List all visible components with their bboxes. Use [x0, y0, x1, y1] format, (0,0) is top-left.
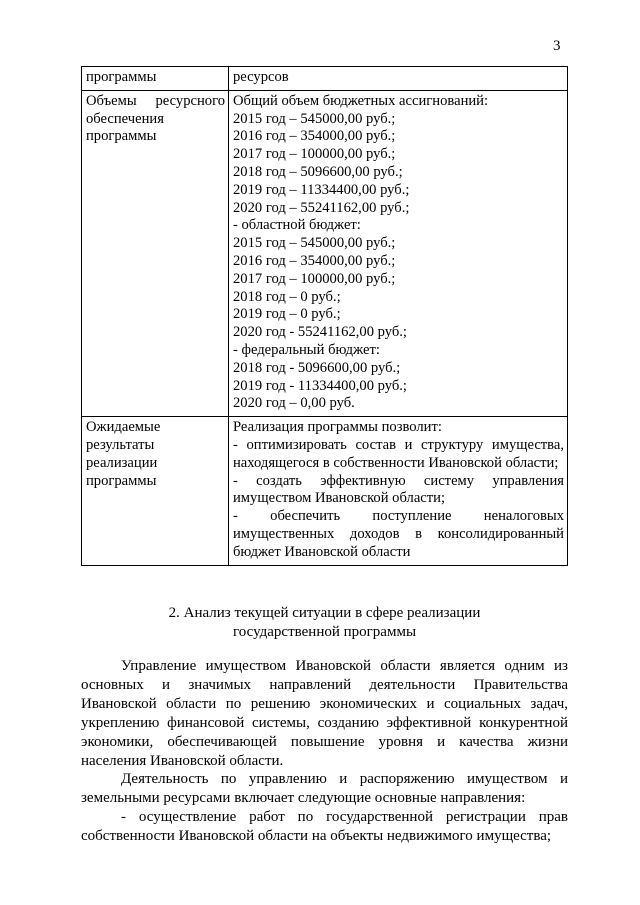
paragraph: Управление имуществом Ивановской области является одним из основных и значимых направлений деятельности Правительства Ивановской области по решению экономических и социальных задач, укреплению финансовой системы, созданию эффективной конкурентной экономики, обеспечивающей повышение уровня и качества жизни населения Ивановской области. — [81, 658, 568, 769]
results-bullet: - оптимизировать состав и структуру имущества, находящегося в собственности Ивановской области; — [233, 436, 564, 471]
table-cell-label — [82, 90, 229, 416]
funding-line: 2017 год – 100000,00 руб.; — [233, 146, 396, 163]
funding-line: 2018 год – 5096600,00 руб.; — [233, 163, 403, 180]
table-row — [82, 67, 568, 91]
funding-line: 2020 год – 55241162,00 руб.; — [233, 199, 410, 216]
cell-line: Объемы ресурсного — [86, 92, 225, 109]
cell-line: результаты — [86, 436, 155, 453]
section-heading — [81, 604, 568, 642]
paragraph: Деятельность по управлению и распоряжению имуществом и земельными ресурсами включает следующие основные направления: — [81, 771, 568, 807]
table-row — [82, 417, 568, 565]
page-number: 3 — [553, 38, 561, 54]
funding-line: 2019 год – 0 руб.; — [233, 306, 341, 323]
table-row — [82, 90, 568, 416]
section-body — [81, 657, 568, 846]
funding-cell — [229, 90, 568, 416]
cell-line: Ожидаемые — [86, 419, 161, 436]
funding-line: 2016 год – 354000,00 руб.; — [233, 128, 396, 145]
funding-line: 2018 год - 5096600,00 руб.; — [233, 359, 401, 376]
funding-line: 2020 год – 0,00 руб. — [233, 395, 355, 412]
cell-line: обеспечения — [86, 110, 164, 127]
funding-line: - областной бюджет: — [233, 217, 361, 234]
funding-line: 2018 год – 0 руб.; — [233, 288, 341, 305]
funding-line: - федеральный бюджет: — [233, 341, 380, 358]
program-passport-table — [81, 66, 568, 566]
expected-results-cell — [229, 417, 568, 565]
table-cell-value: ресурсов — [229, 67, 568, 91]
table-cell-label: программы — [82, 67, 229, 91]
section-heading-line: государственной программы — [232, 624, 417, 640]
funding-line: 2015 год – 545000,00 руб.; — [233, 235, 396, 252]
cell-line: программы — [86, 128, 157, 145]
results-intro: Реализация программы позволит: — [233, 419, 442, 436]
section-heading-line: 2. Анализ текущей ситуации в сфере реализации — [168, 605, 481, 621]
cell-line: программы — [86, 472, 157, 489]
paragraph: - осуществление работ по государственной регистрации прав собственности Ивановской области на объекты недвижимого имущества; — [81, 809, 568, 845]
funding-line: 2019 год - 11334400,00 руб.; — [233, 377, 407, 394]
results-bullet: - обеспечить поступление неналоговых имущественных доходов в консолидированный бюджет Ивановской области — [233, 508, 564, 560]
funding-line: 2016 год – 354000,00 руб.; — [233, 252, 396, 269]
results-bullet: - создать эффективную систему управления имуществом Ивановской области; — [233, 472, 564, 507]
funding-line: Общий объем бюджетных ассигнований: — [233, 92, 489, 109]
table-cell-label — [82, 417, 229, 565]
funding-line: 2015 год – 545000,00 руб.; — [233, 110, 396, 127]
funding-line: 2020 год - 55241162,00 руб.; — [233, 324, 407, 341]
funding-line: 2017 год – 100000,00 руб.; — [233, 270, 396, 287]
cell-line: реализации — [86, 454, 158, 471]
funding-line: 2019 год – 11334400,00 руб.; — [233, 181, 410, 198]
